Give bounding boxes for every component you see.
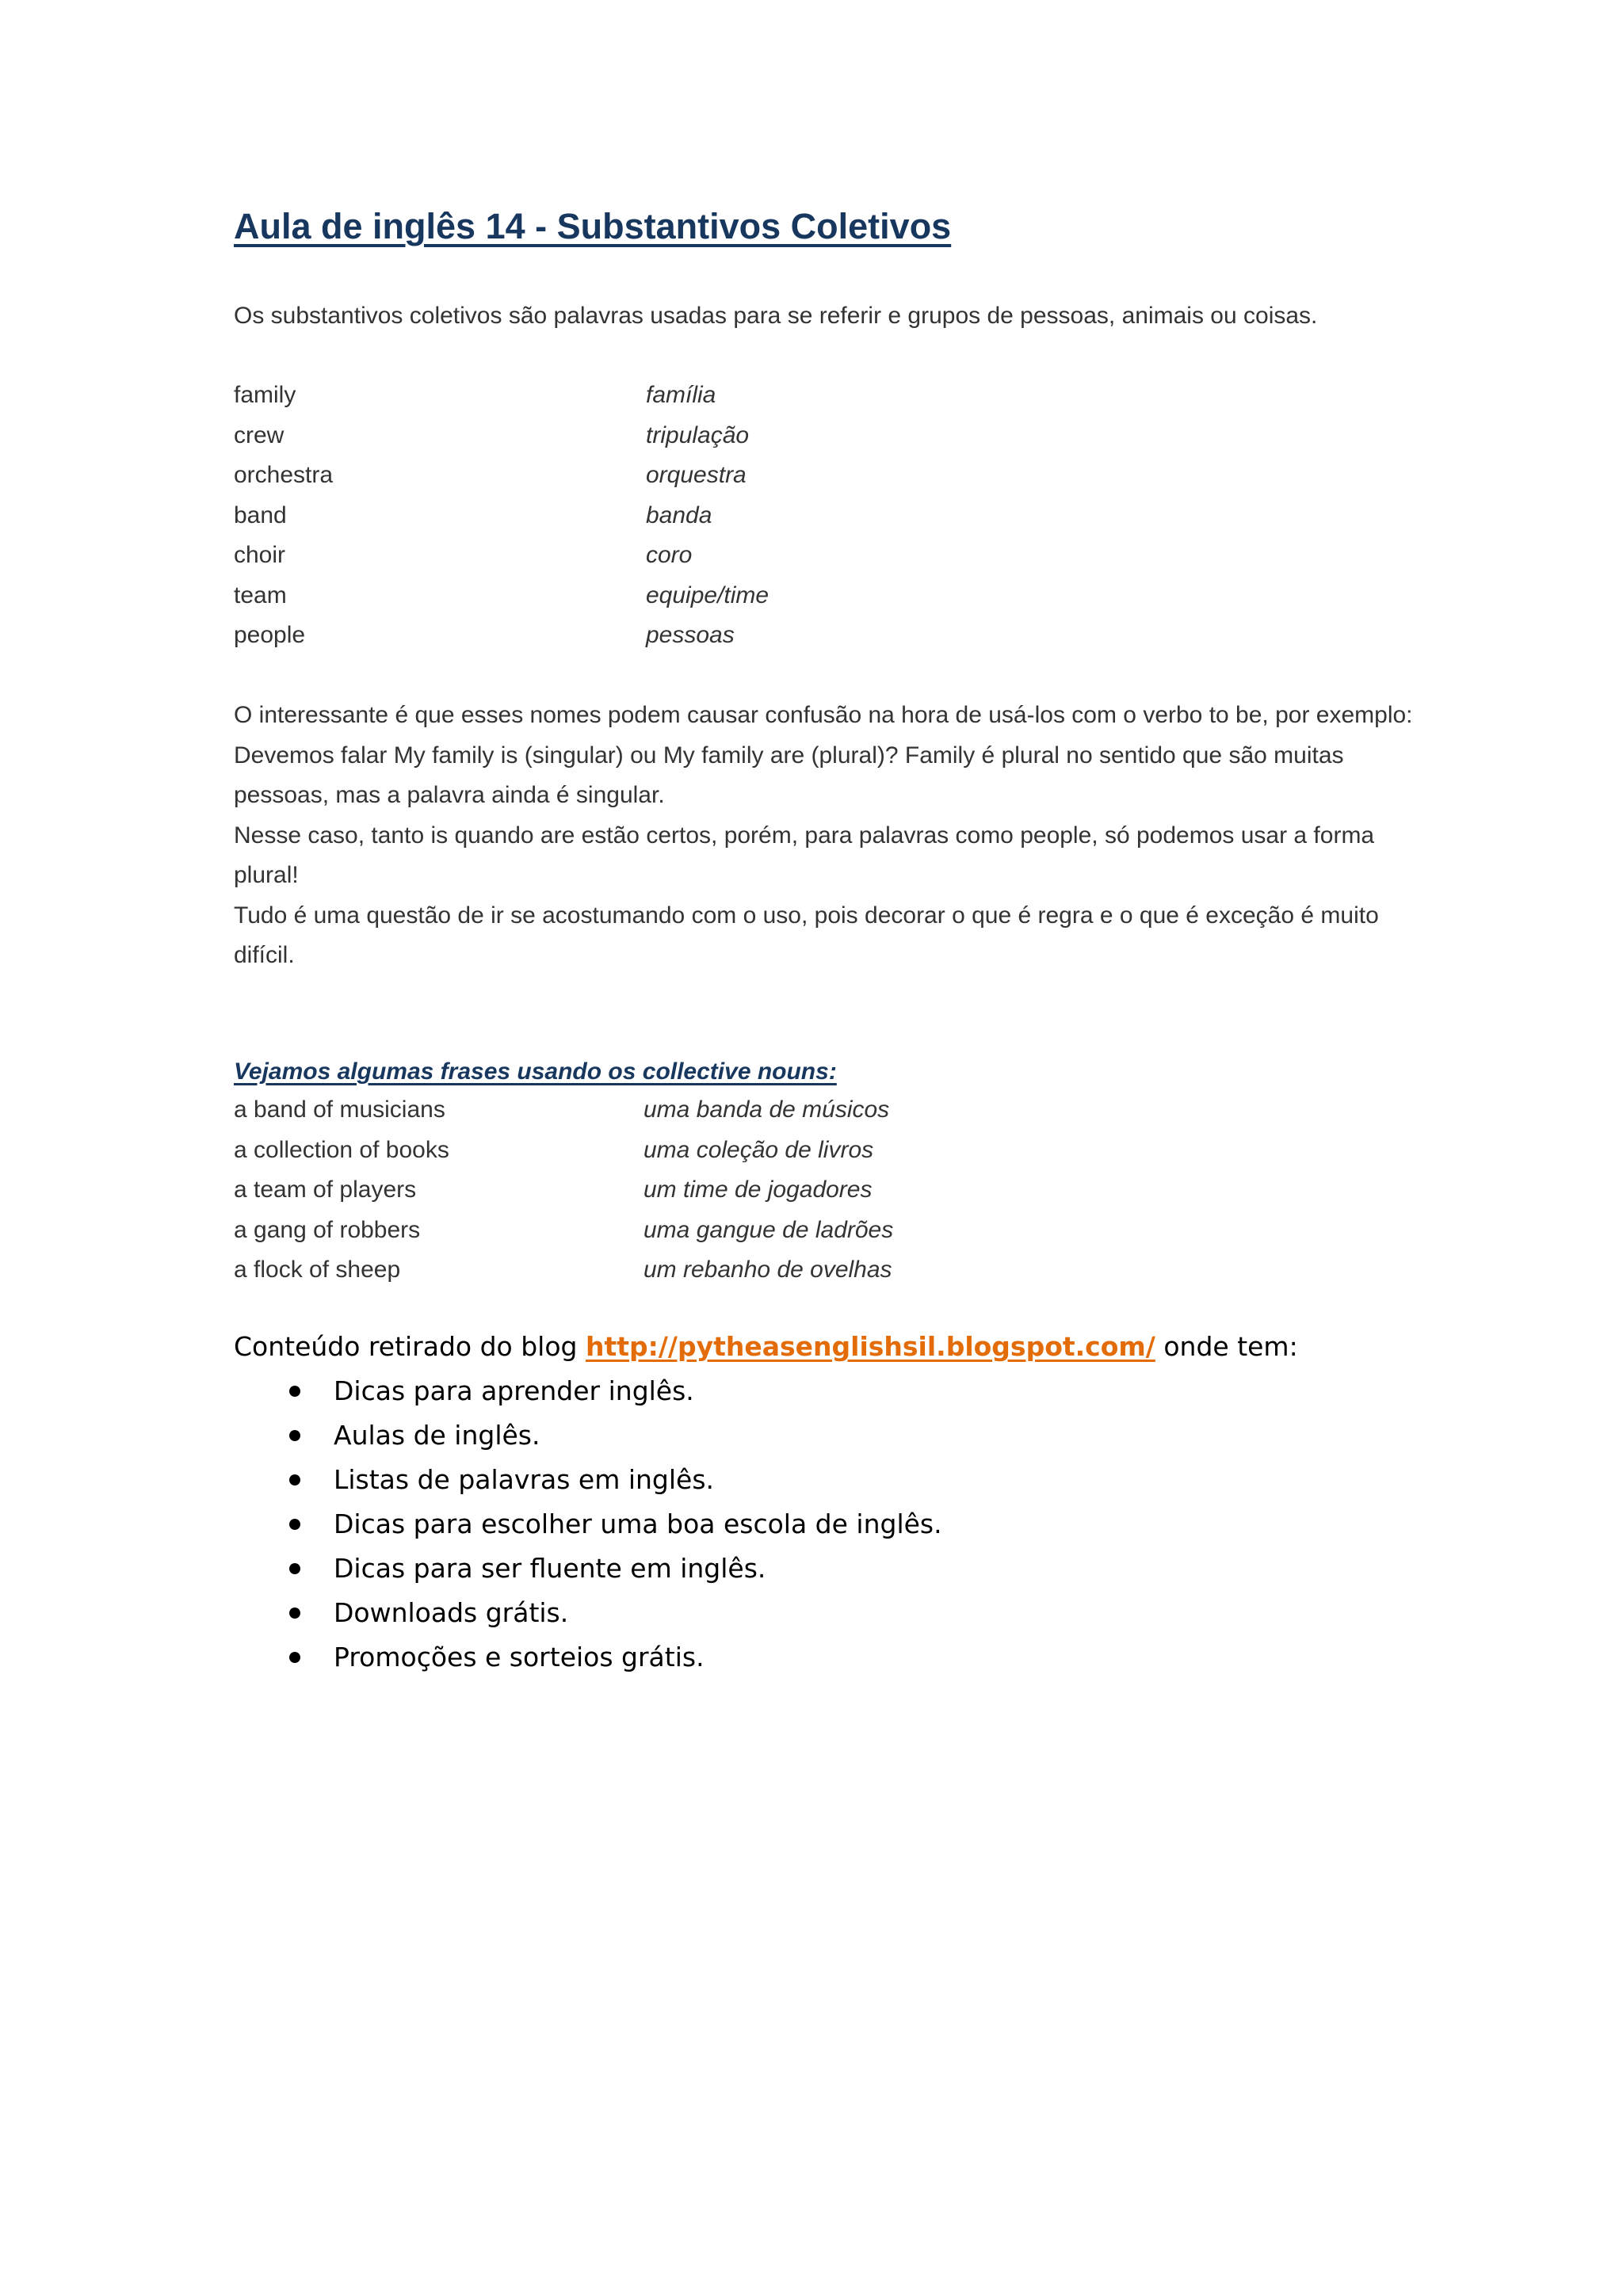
explanation-text — [234, 696, 1423, 976]
phrase-portuguese: uma gangue de ladrões — [643, 1216, 894, 1243]
vocabulary-row — [234, 536, 1185, 576]
vocab-english: crew — [234, 421, 285, 448]
vocab-english: choir — [234, 542, 286, 568]
vocab-portuguese: tripulação — [646, 421, 750, 448]
vocabulary-row — [234, 496, 1185, 536]
phrases-list — [234, 1090, 1185, 1291]
phrase-english: a gang of robbers — [234, 1216, 421, 1243]
bullet-icon — [289, 1608, 300, 1619]
phrase-english: a collection of books — [234, 1136, 449, 1163]
list-item-text: Listas de palavras em inglês. — [334, 1464, 715, 1495]
bullet-icon — [289, 1386, 300, 1397]
phrase-english: a team of players — [234, 1177, 417, 1203]
vocabulary-row — [234, 576, 1185, 616]
phrase-english: a band of musicians — [234, 1097, 445, 1123]
vocab-portuguese: banda — [646, 502, 712, 528]
vocabulary-row — [234, 416, 1185, 456]
phrase-row — [234, 1170, 1185, 1211]
list-item-text: Downloads grátis. — [334, 1597, 569, 1628]
vocabulary-row — [234, 616, 1185, 656]
vocabulary-row — [234, 376, 1185, 416]
phrase-portuguese: um rebanho de ovelhas — [643, 1257, 892, 1283]
phrase-portuguese: uma banda de músicos — [643, 1097, 890, 1123]
vocab-english: team — [234, 582, 287, 608]
vocab-english: people — [234, 622, 306, 648]
phrase-row — [234, 1250, 1185, 1291]
paragraph: O interessante é que esses nomes podem causar confusão na hora de usá-los com o verbo to be, por exemplo: — [234, 702, 1413, 728]
vocab-portuguese: pessoas — [646, 622, 735, 648]
list-item — [234, 1369, 942, 1413]
bullet-icon — [289, 1474, 300, 1486]
page-title: Aula de inglês 14 - Substantivos Coletivos — [234, 206, 952, 246]
vocabulary-list — [234, 376, 1185, 656]
phrase-english: a flock of sheep — [234, 1257, 401, 1283]
vocabulary-row — [234, 456, 1185, 496]
phrase-row — [234, 1131, 1185, 1171]
vocab-english: band — [234, 502, 287, 528]
list-item — [234, 1635, 942, 1680]
list-item — [234, 1502, 942, 1547]
intro-text: Os substantivos coletivos são palavras usadas para se referir e grupos de pessoas, animais ou coisas. — [234, 303, 1318, 329]
phrases-heading: Vejamos algumas frases usando os collective nouns: — [234, 1058, 837, 1085]
list-item-text: Promoções e sorteios grátis. — [334, 1642, 705, 1672]
list-item — [234, 1458, 942, 1502]
bullet-icon — [289, 1430, 300, 1441]
blog-link[interactable]: http://pytheasenglishsil.blogspot.com/ — [585, 1331, 1155, 1362]
source-prefix: Conteúdo retirado do blog — [234, 1331, 586, 1362]
bullet-icon — [289, 1563, 300, 1574]
list-item — [234, 1591, 942, 1635]
vocab-english: orchestra — [234, 462, 334, 488]
vocab-portuguese: equipe/time — [646, 582, 769, 608]
vocab-portuguese: coro — [646, 542, 693, 568]
source-line — [234, 1325, 1298, 1369]
list-item-text: Dicas para aprender inglês. — [334, 1375, 694, 1406]
list-item-text: Dicas para ser fluente em inglês. — [334, 1553, 766, 1584]
list-item — [234, 1547, 942, 1591]
bullet-icon — [289, 1519, 300, 1530]
paragraph: Devemos falar My family is (singular) ou My family are (plural)? Family é plural no sentido que são muitas pessoas, mas a palavra ainda é singular. — [234, 742, 1344, 808]
blog-features-list — [234, 1369, 942, 1680]
paragraph: Tudo é uma questão de ir se acostumando com o uso, pois decorar o que é regra e o que é exceção é muito difícil. — [234, 902, 1379, 968]
list-item-text: Dicas para escolher uma boa escola de inglês. — [334, 1508, 942, 1539]
list-item-text: Aulas de inglês. — [334, 1420, 540, 1451]
phrase-row — [234, 1211, 1185, 1251]
vocab-portuguese: família — [646, 382, 716, 408]
phrase-portuguese: uma coleção de livros — [643, 1136, 874, 1163]
source-suffix: onde tem: — [1155, 1331, 1298, 1362]
paragraph: Nesse caso, tanto is quando are estão certos, porém, para palavras como people, só podemos usar a forma plural! — [234, 822, 1375, 888]
phrase-row — [234, 1090, 1185, 1131]
bullet-icon — [289, 1652, 300, 1663]
phrase-portuguese: um time de jogadores — [643, 1177, 873, 1203]
list-item — [234, 1413, 942, 1458]
vocab-portuguese: orquestra — [646, 462, 747, 488]
vocab-english: family — [234, 382, 296, 408]
